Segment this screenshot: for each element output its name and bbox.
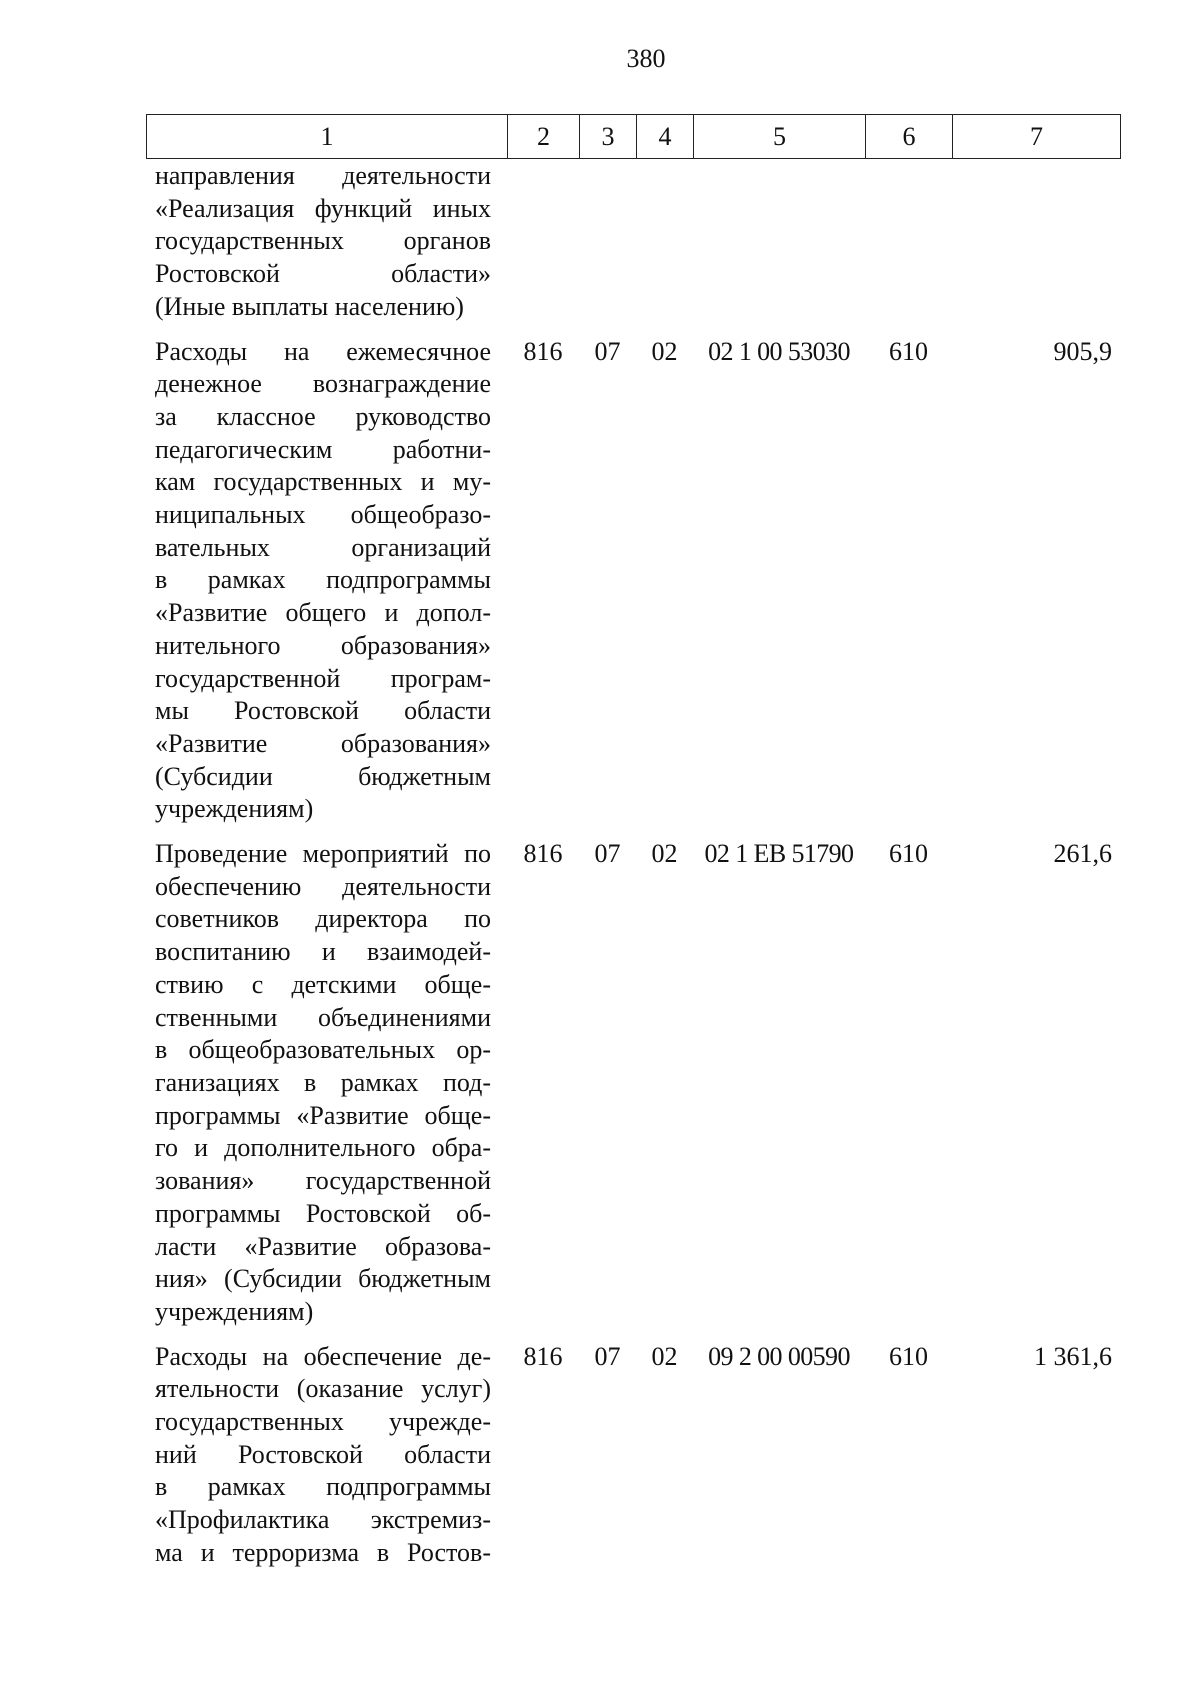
table-row	[146, 336, 1120, 827]
description-line: (Иные выплаты населению)	[155, 291, 464, 321]
description-line: советников директора по	[155, 904, 491, 934]
cell-expense-type: 610	[889, 336, 928, 366]
cell-target-article: 02 1 00 53030	[708, 336, 850, 366]
cell-target-article: 02 1 ЕВ 51790	[704, 839, 854, 869]
cell-target-article: 09 2 00 00590	[708, 1341, 850, 1371]
cell-section: 07	[594, 839, 621, 869]
header-col-2: 2	[508, 115, 580, 159]
description-line: в рамках подпрограммы	[155, 565, 491, 595]
row-description	[155, 838, 491, 1329]
description-line: ния» (Субсидии бюджетным	[155, 1264, 491, 1294]
description-line: учреждениям)	[155, 1296, 314, 1326]
cell-ministry-code: 816	[523, 336, 563, 366]
description-line: Расходы на ежемесячное	[155, 336, 491, 366]
description-line: ма и терроризма в Ростов-	[155, 1537, 491, 1567]
cell-amount: 1 361,6	[1034, 1341, 1112, 1371]
description-line: мы Ростовской области	[155, 696, 491, 726]
cell-subsection: 02	[651, 336, 678, 366]
description-line: Проведение мероприятий по	[155, 839, 491, 869]
header-col-5: 5	[694, 115, 866, 159]
table-body	[146, 160, 1120, 1570]
description-line: нительного образования»	[155, 630, 491, 660]
description-line: обеспечению деятельности	[155, 871, 491, 901]
description-line: направления деятельности	[155, 161, 491, 190]
description-line: государственной програм-	[155, 663, 491, 693]
description-line: ятельности (оказание услуг)	[155, 1374, 491, 1404]
description-line: ственными объединениями	[155, 1002, 491, 1032]
description-line: го и дополнительного обра-	[155, 1133, 491, 1163]
row-description	[155, 160, 491, 324]
row-description	[155, 336, 491, 827]
cell-amount: 905,9	[1053, 336, 1112, 366]
description-line: «Профилактика экстремиз-	[155, 1505, 491, 1535]
cell-expense-type: 610	[889, 1341, 928, 1371]
header-col-3: 3	[580, 115, 637, 159]
description-line: вательных организаций	[155, 532, 491, 562]
description-line: государственных органов	[155, 226, 491, 256]
description-line: ласти «Развитие образова-	[155, 1231, 491, 1261]
description-line: «Развитие образования»	[155, 728, 491, 758]
description-line: учреждениям)	[155, 794, 314, 824]
description-line: за классное руководство	[155, 401, 491, 431]
cell-ministry-code: 816	[523, 1341, 563, 1371]
row-description	[155, 1341, 491, 1570]
description-line: «Развитие общего и допол-	[155, 598, 491, 628]
description-line: ганизациях в рамках под-	[155, 1067, 491, 1097]
description-line: зования» государственной	[155, 1166, 491, 1196]
description-line: (Субсидии бюджетным	[155, 761, 491, 791]
description-line: ниципальных общеобразо-	[155, 500, 491, 530]
description-line: в общеобразовательных ор-	[155, 1035, 491, 1065]
header-col-4: 4	[637, 115, 694, 159]
cell-subsection: 02	[651, 1341, 678, 1371]
header-col-6: 6	[866, 115, 953, 159]
cell-section: 07	[594, 1341, 621, 1371]
description-line: ствию с детскими обще-	[155, 969, 491, 999]
description-line: кам государственных и му-	[155, 467, 491, 497]
description-line: педагогическим работни-	[155, 434, 491, 464]
description-line: Расходы на обеспечение де-	[155, 1341, 491, 1371]
description-line: «Реализация функций иных	[155, 193, 491, 223]
description-line: ний Ростовской области	[155, 1439, 491, 1469]
description-line: денежное вознаграждение	[155, 369, 491, 399]
header-col-1: 1	[147, 115, 508, 159]
table-row	[146, 838, 1120, 1329]
page-number: 380	[626, 44, 666, 73]
description-line: программы «Развитие обще-	[155, 1100, 491, 1130]
header-col-7: 7	[953, 115, 1121, 159]
description-line: в рамках подпрограммы	[155, 1472, 491, 1502]
description-line: государственных учрежде-	[155, 1407, 491, 1437]
table-row	[146, 160, 1120, 324]
cell-subsection: 02	[651, 839, 678, 869]
cell-amount: 261,6	[1053, 839, 1112, 869]
cell-section: 07	[594, 336, 621, 366]
description-line: программы Ростовской об-	[155, 1198, 491, 1228]
description-line: Ростовской области»	[155, 259, 491, 289]
description-line: воспитанию и взаимодей-	[155, 937, 491, 967]
cell-expense-type: 610	[889, 839, 928, 869]
table-row	[146, 1341, 1120, 1570]
table-header	[146, 114, 1121, 159]
cell-ministry-code: 816	[523, 839, 563, 869]
